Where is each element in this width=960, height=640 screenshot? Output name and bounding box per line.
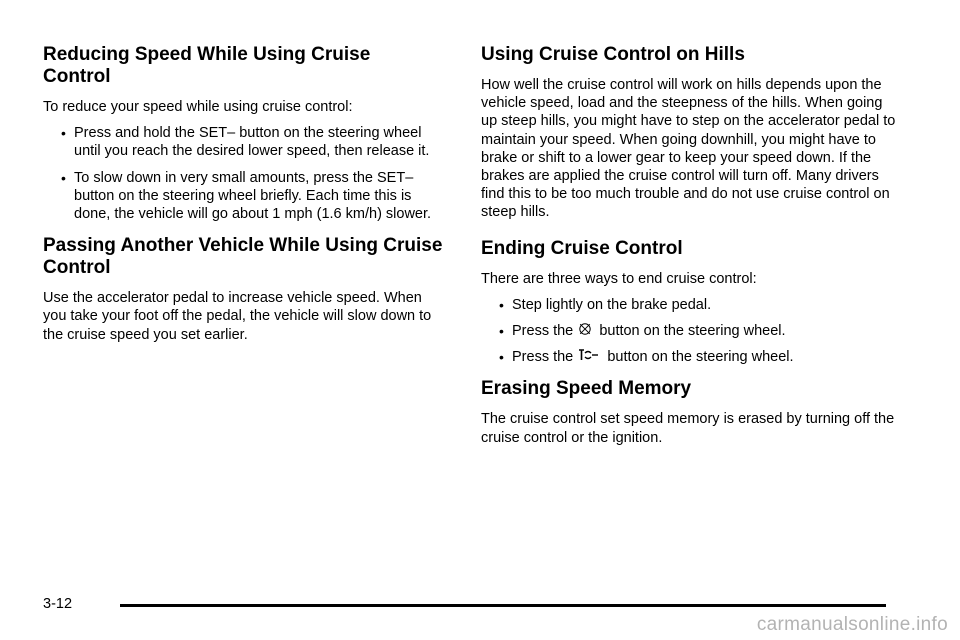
list-item [481,296,901,314]
list-item-text-pre: Press the [512,323,574,340]
hills-body: How well the cruise control will work on hills depends upon the vehicle speed, load and the steepness of the hills. When going up steep hills, you might have to step on the accelerator pedal to maintain your speed. When going downhill, you might have to brake or shift to a lower gear to keep your speed down. If the brakes are applied the cruise control will turn off. Many drivers find this to be too much trouble and do not use cruise control on steep hills. [481,77,896,221]
ending-cruise-intro: There are three ways to end cruise control: [481,270,757,287]
left-column [43,44,443,352]
ending-cruise-list [481,296,901,367]
reducing-speed-intro: To reduce your speed while using cruise control: [43,99,353,115]
reducing-speed-list [43,124,443,223]
list-item [481,322,901,340]
list-item-text-post: button on the steering wheel. [599,323,786,340]
list-item-text: To slow down in very small amounts, press the SET– button on the steering wheel briefly. Each time this is done, the vehicle will go about 1 mph (1.6 km/h) slower. [74,169,432,223]
list-item-text: Press and hold the SET– button on the steering wheel until you reach the desired lower speed, then release it. [74,125,430,160]
section-title-reducing-speed: Reducing Speed While Using Cruise Control [43,44,371,87]
bullet-glyph: • [61,125,66,142]
list-item-text-pre: Press the [512,349,574,366]
list-item [43,124,443,160]
erasing-memory-body: The cruise control set speed memory is erased by turning off the cruise control or the ignition. [481,411,895,446]
list-item [43,169,443,224]
passing-vehicle-body: Use the accelerator pedal to increase vehicle speed. When you take your foot off the pedal, the vehicle will slow down to the cruise speed you set earlier. [43,290,432,343]
page-number: 3-12 [43,596,73,612]
section-title-ending-cruise: Ending Cruise Control [481,237,683,259]
section-title-passing-vehicle: Passing Another Vehicle While Using Cruise Control [43,235,443,279]
list-item-text: Step lightly on the brake pedal. [512,296,712,313]
bullet-glyph: • [499,349,504,366]
section-title-hills: Using Cruise Control on Hills [481,44,745,65]
bullet-glyph: • [499,323,504,340]
list-item-text-post: button on the steering wheel. [607,349,794,366]
bullet-glyph: • [499,296,504,313]
cruise-cancel-icon [578,322,592,336]
bullet-glyph: • [61,169,66,186]
list-item [481,348,901,366]
footer-divider [120,604,886,607]
section-title-erasing-memory: Erasing Speed Memory [481,378,692,400]
cruise-on-off-icon [578,348,600,362]
watermark: carmanualsonline.info [756,614,948,635]
right-column [481,44,901,455]
